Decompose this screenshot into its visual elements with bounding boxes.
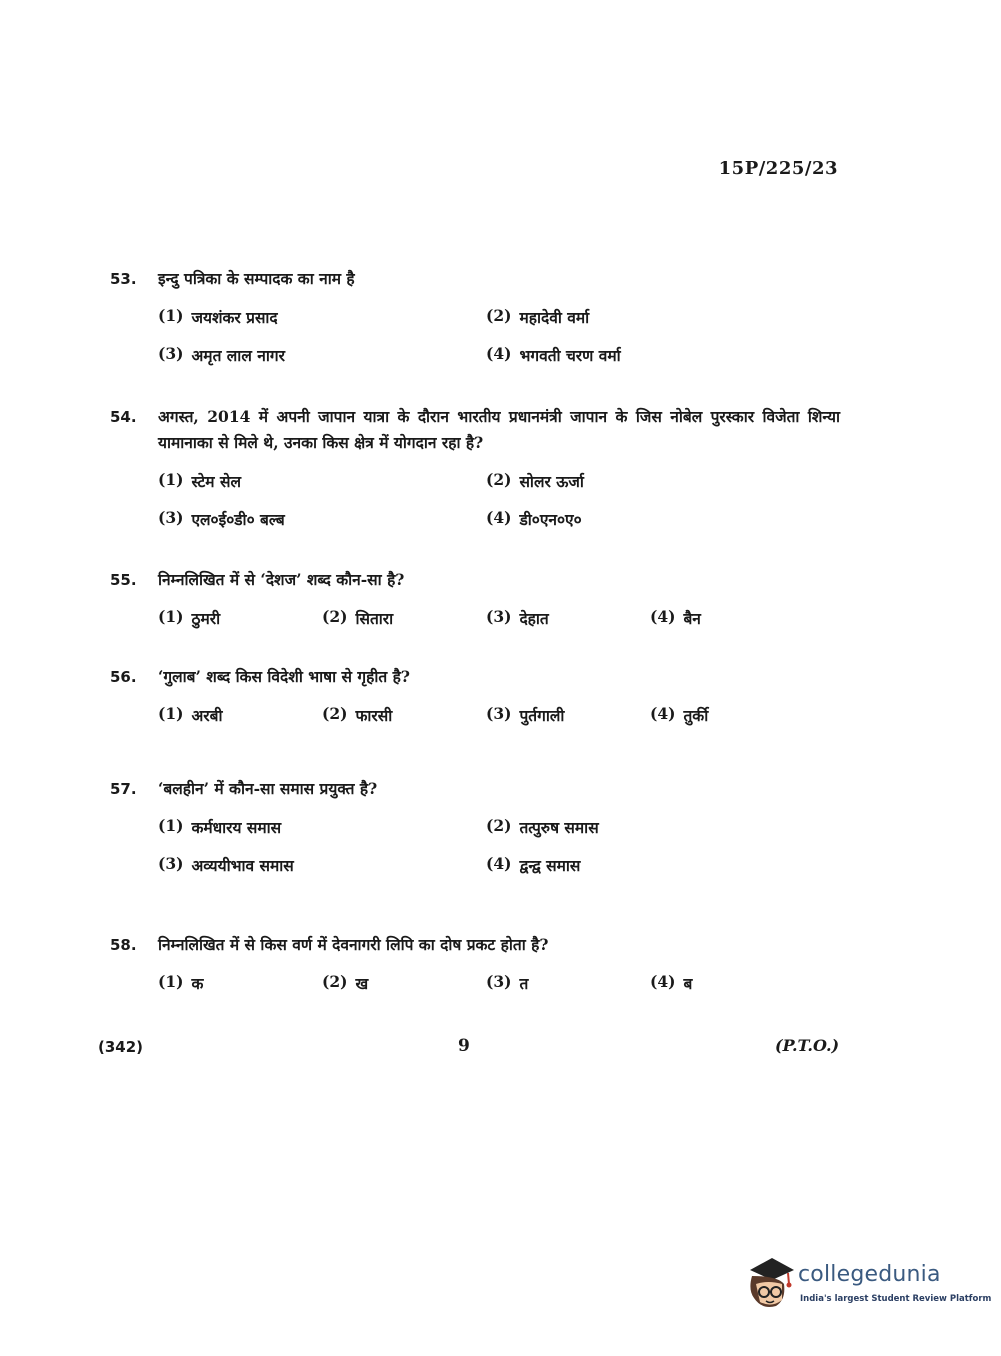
- brand-name: collegedunia: [798, 1262, 941, 1287]
- option-3: (3) अमृत लाल नागर: [158, 344, 285, 365]
- option-1: (1) कर्मधारय समास: [158, 816, 282, 837]
- options: [158, 704, 840, 726]
- question-54: [110, 404, 840, 530]
- question-text: ‘बलहीन’ में कौन-सा समास प्रयुक्त है?: [158, 779, 378, 798]
- option-4: (4) बैन: [650, 607, 701, 628]
- question-text: अगस्त, 2014 में अपनी जापान यात्रा के दौरान भारतीय प्रधानमंत्री जापान के जिस नोबेल पुरस्कार विजेता शिन्या यामानाका से मिले थे, उनका किस क्षेत्र में योगदान रहा है?: [158, 407, 840, 452]
- question-56: [110, 664, 840, 726]
- question-text: इन्दु पत्रिका के सम्पादक का नाम है: [158, 269, 355, 288]
- mascot-icon: [742, 1254, 796, 1314]
- question-53: [110, 266, 840, 366]
- option-2: (2) ख: [322, 972, 369, 993]
- question-text: ‘गुलाब’ शब्द किस विदेशी भाषा से गृहीत है?: [158, 667, 410, 686]
- option-3: (3) देहात: [486, 607, 549, 628]
- paper-code: 15P/225/23: [718, 158, 838, 179]
- question-number: 53.: [110, 270, 137, 288]
- option-3: (3) एल०ई०डी० बल्ब: [158, 508, 285, 529]
- option-4: (4) द्वन्द्व समास: [486, 854, 581, 875]
- option-2: (2) सोलर ऊर्जा: [486, 470, 584, 491]
- option-2: (2) सितारा: [322, 607, 394, 628]
- option-4: (4) भगवती चरण वर्मा: [486, 344, 621, 365]
- option-2: (2) महादेवी वर्मा: [486, 306, 590, 327]
- watermark-logo: [742, 1248, 992, 1318]
- question-number: 58.: [110, 936, 137, 954]
- options: [158, 972, 840, 994]
- option-1: (1) अरबी: [158, 704, 223, 725]
- option-3: (3) अव्ययीभाव समास: [158, 854, 294, 875]
- option-1: (1) जयशंकर प्रसाद: [158, 306, 278, 327]
- page-number: 9: [458, 1036, 470, 1056]
- question-number: 54.: [110, 408, 137, 426]
- pto-label: (P.T.O.): [775, 1036, 840, 1055]
- question-text: निम्नलिखित में से किस वर्ण में देवनागरी लिपि का दोष प्रकट होता है?: [158, 935, 549, 954]
- question-57: [110, 776, 840, 876]
- option-1: (1) क: [158, 972, 204, 993]
- options: [158, 470, 840, 530]
- option-2: (2) तत्पुरुष समास: [486, 816, 599, 837]
- options: [158, 816, 840, 876]
- option-1: (1) ठुमरी: [158, 607, 221, 628]
- option-1: (1) स्टेम सेल: [158, 470, 241, 491]
- footer-code: (342): [98, 1038, 144, 1056]
- question-55: [110, 567, 840, 629]
- brand-tagline: India's largest Student Review Platform: [800, 1294, 992, 1304]
- option-4: (4) ब: [650, 972, 693, 993]
- option-4: (4) तुर्की: [650, 704, 709, 725]
- question-number: 56.: [110, 668, 137, 686]
- option-4: (4) डी०एन०ए०: [486, 508, 582, 529]
- options: [158, 306, 840, 366]
- question-number: 55.: [110, 571, 137, 589]
- options: [158, 607, 840, 629]
- question-number: 57.: [110, 780, 137, 798]
- option-3: (3) पुर्तगाली: [486, 704, 565, 725]
- option-2: (2) फारसी: [322, 704, 393, 725]
- question-text: निम्नलिखित में से ‘देशज’ शब्द कौन-सा है?: [158, 570, 405, 589]
- option-3: (3) त: [486, 972, 529, 993]
- question-58: [110, 932, 840, 994]
